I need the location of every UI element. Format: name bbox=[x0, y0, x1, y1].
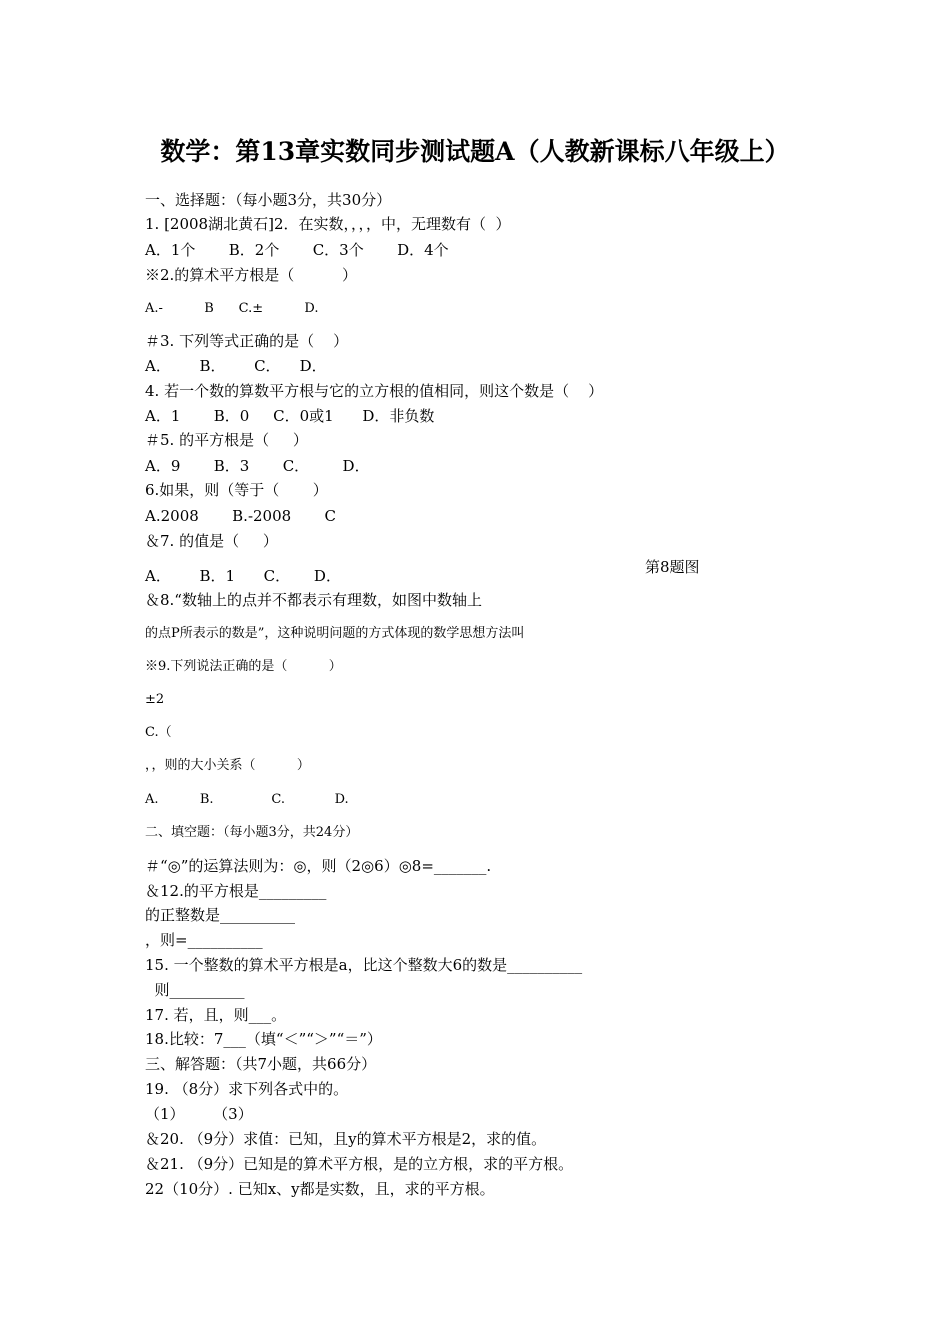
question-7: ＆7. 的值是（ ） bbox=[145, 532, 278, 550]
question-8: ＆8.“数轴上的点并不都表示有理数，如图中数轴上 bbox=[145, 591, 482, 609]
question-22: 22（10分）. 已知x、y都是实数，且，求的平方根。 bbox=[145, 1180, 495, 1198]
question-6-options: A.2008 B.-2008 C bbox=[145, 507, 337, 525]
question-5-options: A．9 B．3 C． D． bbox=[145, 457, 370, 475]
question-3-options: A． B． C． D． bbox=[145, 357, 327, 375]
question-17: 17. 若，且，则___。 bbox=[145, 1006, 287, 1024]
question-1: 1. [2008湖北黄石]2．在实数，，，，中，无理数有（ ） bbox=[145, 215, 511, 233]
page-title: 数学：第13章实数同步测试题A（人教新课标八年级上） bbox=[160, 137, 790, 166]
question-12: ＆12.的平方根是_________ bbox=[145, 882, 327, 900]
question-1-options: A．1个 B．2个 C．3个 D．4个 bbox=[145, 241, 449, 259]
question-9-option-c: C.（ bbox=[145, 725, 172, 740]
question-5: ＃5. 的平方根是（ ） bbox=[145, 431, 308, 449]
question-18: 18.比较：7___（填“＜”“＞”“＝”） bbox=[145, 1030, 382, 1048]
question-20: ＆20. （9分）求值：已知，且y的算术平方根是2，求的值。 bbox=[145, 1130, 547, 1148]
section-heading-choice: 一、选择题：（每小题3分，共30分） bbox=[145, 191, 392, 209]
question-9-statement: ±2 bbox=[145, 692, 165, 707]
question-10-options: A. B. C. D. bbox=[145, 792, 349, 807]
question-16: 则__________ bbox=[145, 981, 245, 999]
question-8-continued: 的点P所表示的数是”，这种说明问题的方式体现的数学思想方法叫 bbox=[145, 626, 525, 641]
question-4: 4. 若一个数的算数平方根与它的立方根的值相同，则这个数是（ ） bbox=[145, 382, 604, 400]
question-19-parts: （1） （3） bbox=[145, 1105, 253, 1123]
question-6: 6.如果，则（等于（ ） bbox=[145, 481, 328, 499]
question-11: ＃“◎”的运算法则为：◎，则（2◎6）◎8=_______. bbox=[145, 857, 492, 875]
question-21: ＆21. （9分）已知是的算术平方根，是的立方根，求的平方根。 bbox=[145, 1155, 574, 1173]
figure-8-label: 第8题图 bbox=[645, 558, 700, 576]
question-10: ，，则的大小关系（ ） bbox=[145, 758, 310, 773]
section-heading-solve: 三、解答题：（共7小题，共66分） bbox=[145, 1055, 377, 1073]
question-7-options: A． B．1 C． D． bbox=[145, 567, 341, 585]
question-9: ※9.下列说法正确的是（ ） bbox=[145, 659, 342, 674]
question-4-options: A．1 B．0 C．0或1 D．非负数 bbox=[145, 407, 435, 425]
question-14: ，则=__________ bbox=[145, 931, 263, 949]
question-2-options: A.- B C.± D. bbox=[145, 301, 319, 316]
question-13: 的正整数是__________ bbox=[145, 906, 296, 924]
question-3: ＃3. 下列等式正确的是（ ） bbox=[145, 332, 349, 350]
question-2: ※2.的算术平方根是（ ） bbox=[145, 266, 357, 284]
question-19: 19. （8分）求下列各式中的。 bbox=[145, 1080, 349, 1098]
question-15: 15. 一个整数的算术平方根是a，比这个整数大6的数是__________ bbox=[145, 956, 583, 974]
section-heading-fill: 二、填空题：（每小题3分，共24分） bbox=[145, 825, 359, 840]
